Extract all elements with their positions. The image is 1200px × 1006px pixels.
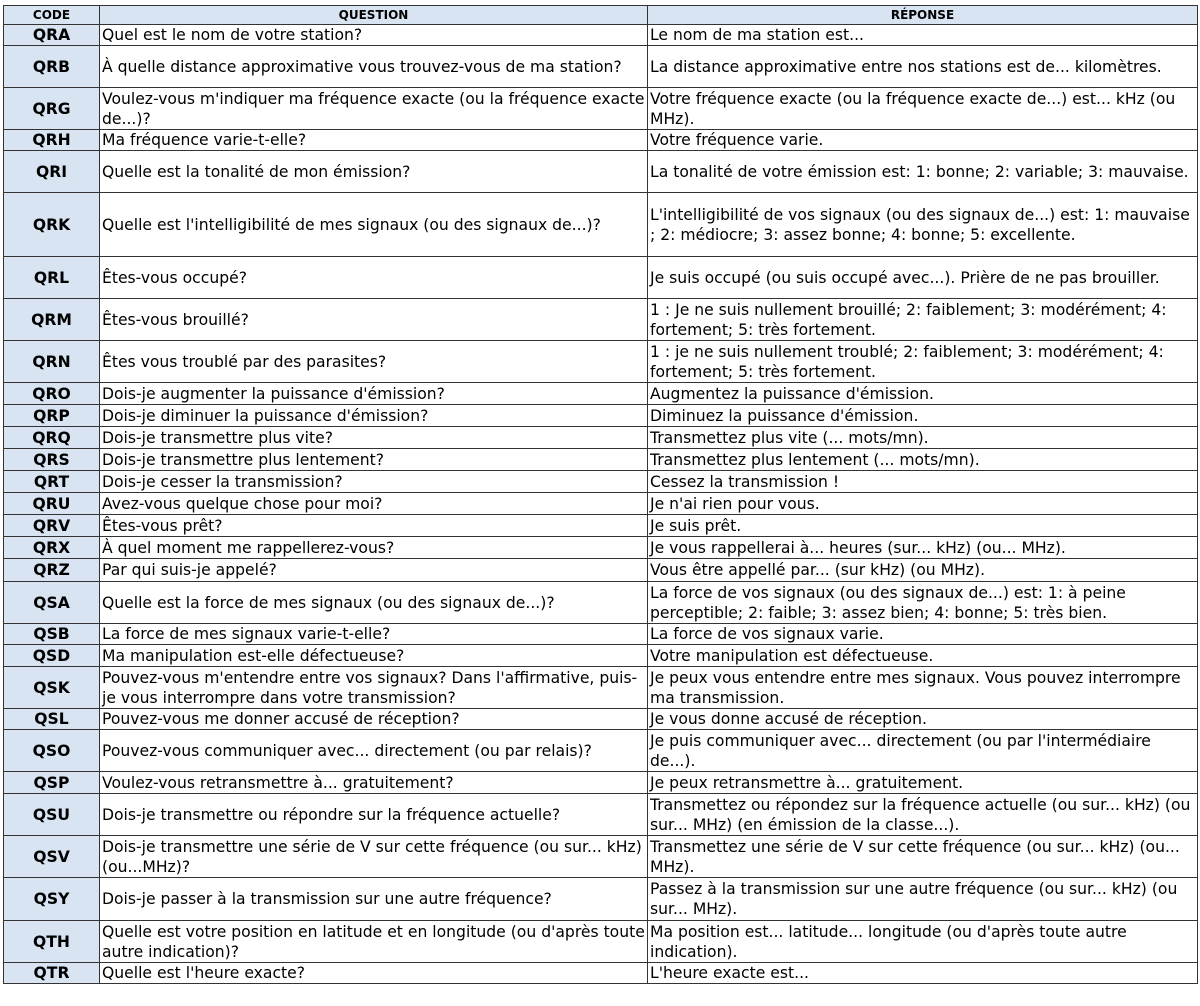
- response-cell: Transmettez ou répondez sur la fréquence actuelle (ou sur... kHz) (ou sur... MHz) (en émission de la classe...).: [648, 794, 1198, 836]
- response-cell: Cessez la transmission !: [648, 471, 1198, 493]
- code-cell: QRB: [4, 46, 100, 88]
- question-cell: Quelle est l'intelligibilité de mes signaux (ou des signaux de...)?: [100, 193, 648, 257]
- code-cell: QRU: [4, 493, 100, 515]
- table-row: [4, 537, 1198, 559]
- response-cell: Vous être appellé par... (sur kHz) (ou MHz).: [648, 559, 1198, 582]
- response-cell: Votre manipulation est défectueuse.: [648, 645, 1198, 667]
- response-cell: Je suis prêt.: [648, 515, 1198, 537]
- response-cell: Je n'ai rien pour vous.: [648, 493, 1198, 515]
- question-cell: Quel est le nom de votre station?: [100, 25, 648, 46]
- question-cell: Êtes-vous prêt?: [100, 515, 648, 537]
- question-cell: Quelle est la tonalité de mon émission?: [100, 151, 648, 193]
- table-row: [4, 257, 1198, 299]
- code-cell: QRP: [4, 405, 100, 427]
- table-row: [4, 878, 1198, 921]
- question-cell: Êtes-vous brouillé?: [100, 299, 648, 341]
- header-code: CODE: [4, 6, 100, 25]
- question-cell: Voulez-vous m'indiquer ma fréquence exacte (ou la fréquence exacte de...)?: [100, 88, 648, 130]
- question-cell: La force de mes signaux varie-t-elle?: [100, 624, 648, 645]
- response-cell: L'intelligibilité de vos signaux (ou des signaux de...) est: 1: mauvaise ; 2: médiocre; 3: assez bonne; 4: bonne; 5: excellente.: [648, 193, 1198, 257]
- table-row: [4, 515, 1198, 537]
- table-row: [4, 645, 1198, 667]
- response-cell: L'heure exacte est...: [648, 963, 1198, 984]
- table-row: [4, 299, 1198, 341]
- code-cell: QRX: [4, 537, 100, 559]
- question-cell: Dois-je diminuer la puissance d'émission?: [100, 405, 648, 427]
- table-row: [4, 624, 1198, 645]
- table-body: [4, 25, 1198, 984]
- question-cell: Pouvez-vous communiquer avec... directement (ou par relais)?: [100, 730, 648, 772]
- code-cell: QRV: [4, 515, 100, 537]
- response-cell: La distance approximative entre nos stations est de... kilomètres.: [648, 46, 1198, 88]
- table-row: [4, 836, 1198, 878]
- response-cell: La force de vos signaux varie.: [648, 624, 1198, 645]
- question-cell: Quelle est l'heure exacte?: [100, 963, 648, 984]
- table-row: [4, 130, 1198, 151]
- code-cell: QRK: [4, 193, 100, 257]
- code-cell: QSB: [4, 624, 100, 645]
- code-cell: QSU: [4, 794, 100, 836]
- question-cell: Pouvez-vous me donner accusé de réception?: [100, 709, 648, 730]
- table-row: [4, 383, 1198, 405]
- table-row: [4, 794, 1198, 836]
- table-row: [4, 667, 1198, 709]
- code-cell: QRA: [4, 25, 100, 46]
- table-row: [4, 921, 1198, 963]
- response-cell: Je vous rappellerai à... heures (sur... kHz) (ou... MHz).: [648, 537, 1198, 559]
- header-row: [4, 6, 1198, 25]
- code-cell: QRT: [4, 471, 100, 493]
- table-row: [4, 582, 1198, 624]
- response-cell: Augmentez la puissance d'émission.: [648, 383, 1198, 405]
- header-response: RÉPONSE: [648, 6, 1198, 25]
- response-cell: 1 : Je ne suis nullement brouillé; 2: faiblement; 3: modérément; 4: fortement; 5: très fortement.: [648, 299, 1198, 341]
- code-cell: QSY: [4, 878, 100, 921]
- code-cell: QSL: [4, 709, 100, 730]
- question-cell: Quelle est votre position en latitude et en longitude (ou d'après toute autre indication)?: [100, 921, 648, 963]
- table-row: [4, 46, 1198, 88]
- question-cell: Pouvez-vous m'entendre entre vos signaux? Dans l'affirmative, puis-je vous interrompre dans votre transmission?: [100, 667, 648, 709]
- table-row: [4, 772, 1198, 794]
- question-cell: Dois-je transmettre plus lentement?: [100, 449, 648, 471]
- response-cell: Je puis communiquer avec... directement (ou par l'intermédiaire de...).: [648, 730, 1198, 772]
- code-cell: QRZ: [4, 559, 100, 582]
- question-cell: À quel moment me rappellerez-vous?: [100, 537, 648, 559]
- code-cell: QSV: [4, 836, 100, 878]
- question-cell: Êtes vous troublé par des parasites?: [100, 341, 648, 383]
- response-cell: Transmettez une série de V sur cette fréquence (ou sur... kHz) (ou... MHz).: [648, 836, 1198, 878]
- response-cell: La tonalité de votre émission est: 1: bonne; 2: variable; 3: mauvaise.: [648, 151, 1198, 193]
- code-cell: QSA: [4, 582, 100, 624]
- response-cell: Le nom de ma station est...: [648, 25, 1198, 46]
- code-cell: QRO: [4, 383, 100, 405]
- code-cell: QRS: [4, 449, 100, 471]
- response-cell: Ma position est... latitude... longitude (ou d'après toute autre indication).: [648, 921, 1198, 963]
- code-cell: QSD: [4, 645, 100, 667]
- question-cell: Ma fréquence varie-t-elle?: [100, 130, 648, 151]
- code-cell: QSP: [4, 772, 100, 794]
- question-cell: Dois-je passer à la transmission sur une autre fréquence?: [100, 878, 648, 921]
- code-cell: QRH: [4, 130, 100, 151]
- code-cell: QRN: [4, 341, 100, 383]
- response-cell: Je suis occupé (ou suis occupé avec...). Prière de ne pas brouiller.: [648, 257, 1198, 299]
- response-cell: Transmettez plus lentement (... mots/mn).: [648, 449, 1198, 471]
- table-row: [4, 427, 1198, 449]
- table-row: [4, 730, 1198, 772]
- response-cell: Votre fréquence varie.: [648, 130, 1198, 151]
- question-cell: Dois-je cesser la transmission?: [100, 471, 648, 493]
- question-cell: Êtes-vous occupé?: [100, 257, 648, 299]
- question-cell: Ma manipulation est-elle défectueuse?: [100, 645, 648, 667]
- code-cell: QRQ: [4, 427, 100, 449]
- response-cell: Passez à la transmission sur une autre fréquence (ou sur... kHz) (ou sur... MHz).: [648, 878, 1198, 921]
- question-cell: Voulez-vous retransmettre à... gratuitement?: [100, 772, 648, 794]
- code-cell: QSK: [4, 667, 100, 709]
- question-cell: À quelle distance approximative vous trouvez-vous de ma station?: [100, 46, 648, 88]
- table-row: [4, 449, 1198, 471]
- question-cell: Quelle est la force de mes signaux (ou des signaux de...)?: [100, 582, 648, 624]
- table-row: [4, 559, 1198, 582]
- response-cell: Je peux vous entendre entre mes signaux. Vous pouvez interrompre ma transmission.: [648, 667, 1198, 709]
- response-cell: 1 : je ne suis nullement troublé; 2: faiblement; 3: modérément; 4: fortement; 5: très fortement.: [648, 341, 1198, 383]
- question-cell: Avez-vous quelque chose pour moi?: [100, 493, 648, 515]
- table-row: [4, 25, 1198, 46]
- table-row: [4, 88, 1198, 130]
- header-question: QUESTION: [100, 6, 648, 25]
- code-cell: QRI: [4, 151, 100, 193]
- code-cell: QRG: [4, 88, 100, 130]
- table-row: [4, 963, 1198, 984]
- response-cell: Transmettez plus vite (... mots/mn).: [648, 427, 1198, 449]
- q-code-table: [3, 5, 1198, 984]
- question-cell: Dois-je transmettre une série de V sur cette fréquence (ou sur... kHz) (ou...MHz)?: [100, 836, 648, 878]
- code-cell: QRL: [4, 257, 100, 299]
- question-cell: Dois-je transmettre plus vite?: [100, 427, 648, 449]
- question-cell: Dois-je augmenter la puissance d'émission?: [100, 383, 648, 405]
- code-cell: QRM: [4, 299, 100, 341]
- table-row: [4, 471, 1198, 493]
- table-row: [4, 493, 1198, 515]
- question-cell: Par qui suis-je appelé?: [100, 559, 648, 582]
- response-cell: La force de vos signaux (ou des signaux de...) est: 1: à peine perceptible; 2: faible; 3: assez bien; 4: bonne; 5: très bien.: [648, 582, 1198, 624]
- table-row: [4, 405, 1198, 427]
- response-cell: Diminuez la puissance d'émission.: [648, 405, 1198, 427]
- code-cell: QTH: [4, 921, 100, 963]
- table-row: [4, 193, 1198, 257]
- code-cell: QTR: [4, 963, 100, 984]
- question-cell: Dois-je transmettre ou répondre sur la fréquence actuelle?: [100, 794, 648, 836]
- response-cell: Votre fréquence exacte (ou la fréquence exacte de...) est... kHz (ou MHz).: [648, 88, 1198, 130]
- table-row: [4, 151, 1198, 193]
- response-cell: Je peux retransmettre à... gratuitement.: [648, 772, 1198, 794]
- table-row: [4, 341, 1198, 383]
- code-cell: QSO: [4, 730, 100, 772]
- table-row: [4, 709, 1198, 730]
- response-cell: Je vous donne accusé de réception.: [648, 709, 1198, 730]
